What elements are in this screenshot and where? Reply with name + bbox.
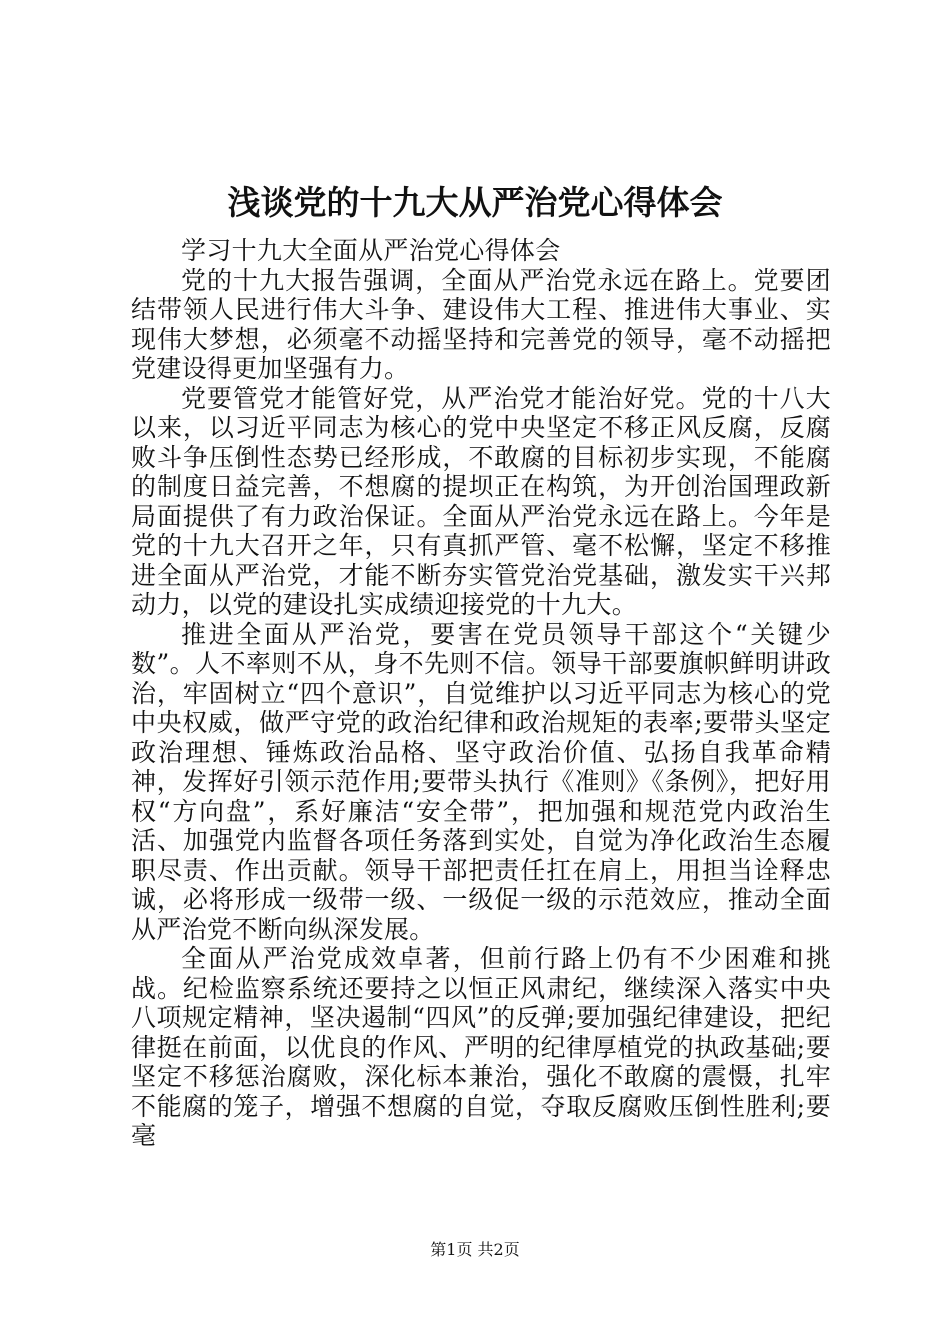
document-subtitle: 学习十九大全面从严治党心得体会 (181, 236, 561, 265)
paragraph: 党要管党才能管好党，从严治党才能治好党。党的十八大以来，以习近平同志为核心的党中央坚定不移正风反腐，反腐败斗争压倒性态势已经形成，不敢腐的目标初步实现，不能腐的制度日益完善，不想腐的提坝正在构筑，为开创治国理政新局面提供了有力政治保证。全面从严治党永远在路上。今年是党的十九大召开之年，只有真抓严管、毫不松懈，坚定不移推进全面从严治党，才能不断夯实管党治党基础，激发实干兴邦动力，以党的建设扎实成绩迎接党的十九大。 (131, 383, 831, 619)
paragraph: 推进全面从严治党，要害在党员领导干部这个“关键少数”。人不率则不从，身不先则不信。领导干部要旗帜鲜明讲政治，牢固树立“四个意识”，自觉维护以习近平同志为核心的党中央权威，做严守党的政治纪律和政治规矩的表率;要带头坚定政治理想、锤炼政治品格、坚守政治价值、弘扬自我革命精神，发挥好引领示范作用;要带头执行《准则》《条例》，把好用权“方向盘”，系好廉洁“安全带”，把加强和规范党内政治生活、加强党内监督各项任务落到实处，自觉为净化政治生态履职尽责、作出贡献。领导干部把责任扛在肩上，用担当诠释忠诚，必将形成一级带一级、一级促一级的示范效应，推动全面从严治党不断向纵深发展。 (131, 619, 831, 944)
paragraph: 党的十九大报告强调，全面从严治党永远在路上。党要团结带领人民进行伟大斗争、建设伟大工程、推进伟大事业、实现伟大梦想，必须毫不动摇坚持和完善党的领导，毫不动摇把党建设得更加坚强有力。 (131, 265, 831, 383)
page-number-footer: 第1页 共2页 (430, 1240, 520, 1259)
document-body (131, 236, 831, 1151)
paragraph: 全面从严治党成效卓著，但前行路上仍有不少困难和挑战。纪检监察系统还要持之以恒正风肃纪，继续深入落实中央八项规定精神，坚决遏制“四风”的反弹;要加强纪律建设，把纪律挺在前面，以优良的作风、严明的纪律厚植党的执政基础;要坚定不移惩治腐败，深化标本兼治，强化不敢腐的震慑，扎牢不能腐的笼子，增强不想腐的自觉，夺取反腐败压倒性胜利;要毫 (131, 944, 831, 1150)
document-title: 浅谈党的十九大从严治党心得体会 (227, 183, 723, 222)
